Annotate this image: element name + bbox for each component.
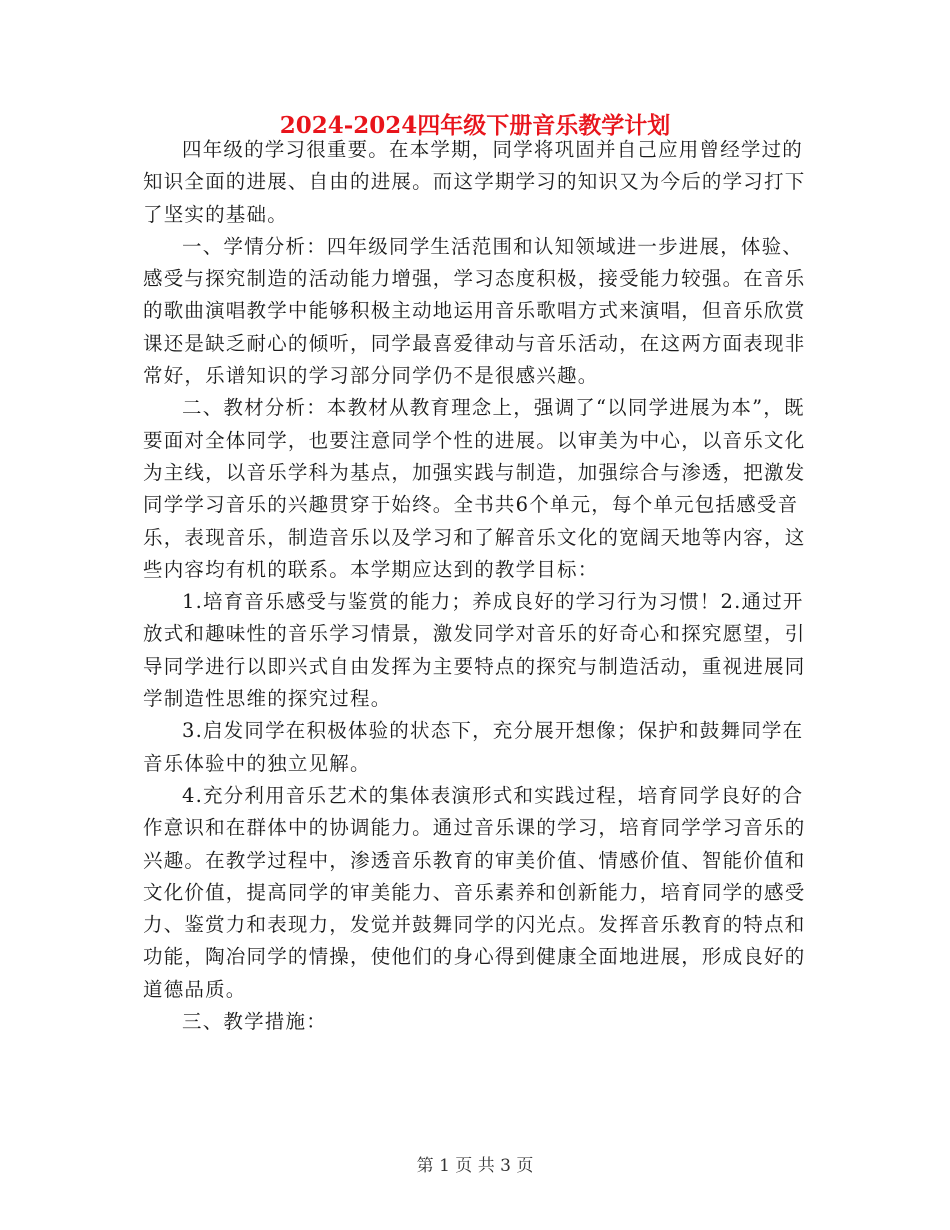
paragraph-learner-analysis: 一、学情分析：四年级同学生活范围和认知领域进一步进展，体验、感受与探究制造的活动能力增强，学习态度积极，接受能力较强。在音乐的歌曲演唱教学中能够积极主动地运用音乐歌唱方式来演唱，但音乐欣赏课还是缺乏耐心的倾听，同学最喜爱律动与音乐活动，在这两方面表现非常好，乐谱知识的学习部分同学仍不是很感兴趣。 — [143, 234, 806, 388]
page-number-footer: 第 1 页 共 3 页 — [416, 1156, 534, 1176]
paragraph-textbook-analysis: 二、教材分析：本教材从教育理念上，强调了“以同学进展为本”，既要面对全体同学，也要注意同学个性的进展。以审美为中心，以音乐文化为主线，以音乐学科为基点，加强实践与制造，加强综合与渗透，把激发同学学习音乐的兴趣贯穿于始终。全书共6个单元，每个单元包括感受音乐，表现音乐，制造音乐以及学习和了解音乐文化的宽阔天地等内容，这些内容均有机的联系。本学期应达到的教学目标： — [143, 396, 806, 581]
document-body — [143, 134, 811, 1038]
paragraph-teaching-measures-heading: 三、教学措施： — [182, 1010, 327, 1034]
paragraph-goal-4: 4.充分利用音乐艺术的集体表演形式和实践过程，培育同学良好的合作意识和在群体中的协调能力。通过音乐课的学习，培育同学学习音乐的兴趣。在教学过程中，渗透音乐教育的审美价值、情感价值、智能价值和文化价值，提高同学的审美能力、音乐素养和创新能力，培育同学的感受力、鉴赏力和表现力，发觉并鼓舞同学的闪光点。发挥音乐教育的特点和功能，陶冶同学的情操，使他们的身心得到健康全面地进展，形成良好的道德品质。 — [143, 783, 806, 1001]
document-title: 2024-2024四年级下册音乐教学计划 — [279, 112, 671, 139]
paragraph-goal-3: 3.启发同学在积极体验的状态下，充分展开想像；保护和鼓舞同学在音乐体验中的独立见解。 — [143, 719, 804, 775]
paragraph-intro: 四年级的学习很重要。在本学期，同学将巩固并自己应用曾经学过的知识全面的进展、自由的进展。而这学期学习的知识又为今后的学习打下了坚实的基础。 — [143, 138, 806, 226]
paragraph-goal-1-2: 1.培育音乐感受与鉴赏的能力；养成良好的学习行为习惯！2.通过开放式和趣味性的音乐学习情景，激发同学对音乐的好奇心和探究愿望，引导同学进行以即兴式自由发挥为主要特点的探究与制造活动，重视进展同学制造性思维的探究过程。 — [143, 590, 806, 711]
